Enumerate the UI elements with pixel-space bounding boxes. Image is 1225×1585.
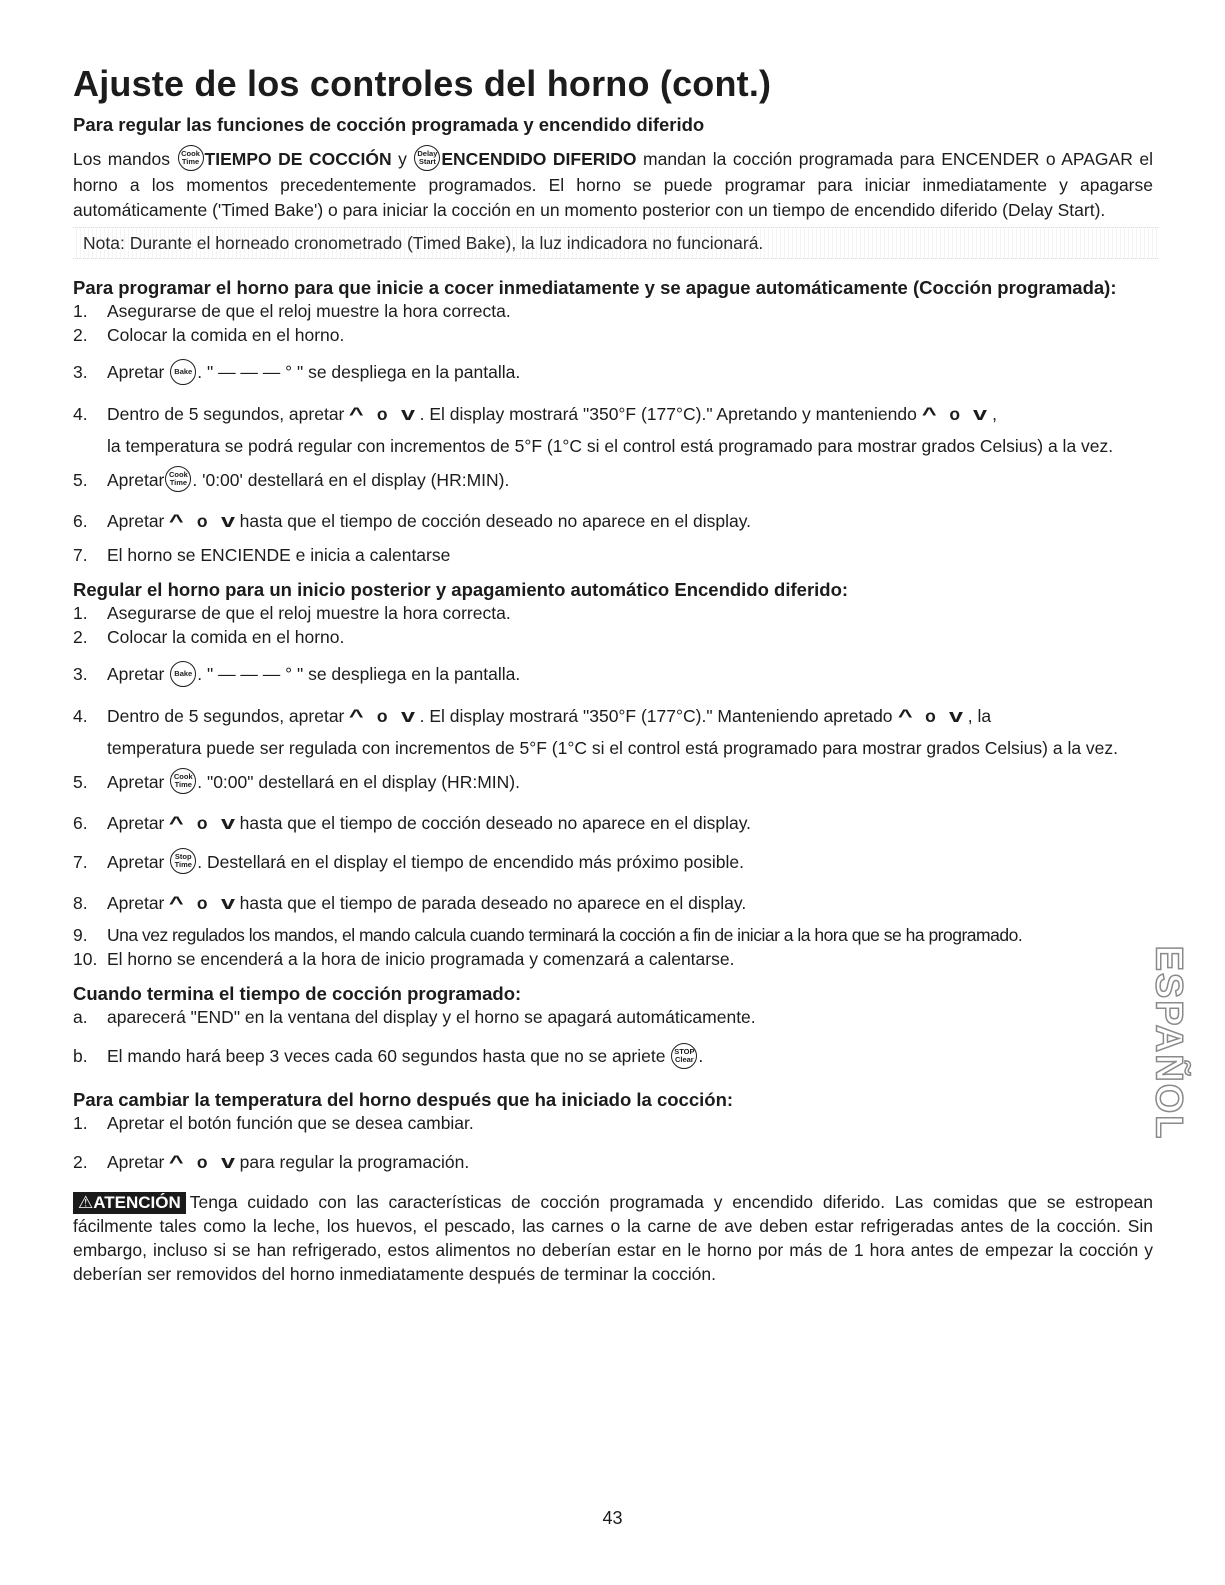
or-text: o xyxy=(196,812,208,833)
down-arrow-icon: v xyxy=(220,893,235,914)
down-arrow-icon: v xyxy=(948,705,963,726)
intro-paragraph xyxy=(73,147,1153,223)
up-arrow-icon: ^ xyxy=(349,403,365,424)
page-number: 43 xyxy=(602,1508,623,1528)
step-text: Colocar la comida en el horno. xyxy=(107,627,345,648)
bake-button-icon: Bake xyxy=(170,661,196,687)
list-item: 6. Apretar ^ o v hasta que el tiempo de cocción deseado no aparece en el display. xyxy=(73,511,752,532)
step-continuation: temperatura puede ser regulada con incrementos de 5°F (1°C si el control está programado para mostrar grados Celsius) a la vez. xyxy=(107,737,1119,758)
list-item: a. aparecerá "END" en la ventana del display y el horno se apagará automáticamente. xyxy=(73,1007,756,1028)
section-heading: Para cambiar la temperatura del horno después que ha iniciado la cocción: xyxy=(73,1088,734,1110)
delay-start-button-icon: Delay Start xyxy=(414,145,440,171)
step-text: . El display mostrará "350°F (177°C)." Apretando y manteniendo xyxy=(419,403,917,424)
list-item: 7. El horno se ENCIENDE e inicia a calentarse xyxy=(73,545,451,566)
list-item: 3. Apretar Bake . " — — — ° " se despliega en la pantalla. xyxy=(73,662,1153,688)
list-item: 6. Apretar ^ o v hasta que el tiempo de cocción deseado no aparece en el display. xyxy=(73,812,752,833)
list-item: 2. Colocar la comida en el horno. xyxy=(73,325,345,346)
up-arrow-icon: ^ xyxy=(169,511,185,532)
down-arrow-icon: v xyxy=(973,403,988,424)
step-text: Apretar xyxy=(107,469,165,490)
language-label: ESPAÑOL xyxy=(1147,945,1190,1141)
section-heading: Para programar el horno para que inicie a cocer inmediatamente y se apague automáticamente (Cocción programada): xyxy=(73,277,1117,299)
step-text: para regular la programación. xyxy=(239,1151,470,1172)
caution-paragraph xyxy=(73,1190,1153,1286)
step-text: hasta que el tiempo de cocción deseado no aparece en el display. xyxy=(239,812,752,833)
step-text: Apretar xyxy=(107,511,165,532)
down-arrow-icon: v xyxy=(400,403,415,424)
list-item: 1. Apretar el botón función que se desea cambiar. xyxy=(73,1112,474,1133)
step-continuation: la temperatura se podrá regular con incrementos de 5°F (1°C si el control está programado para mostrar grados Celsius) a la vez. xyxy=(107,435,1114,456)
up-arrow-icon: ^ xyxy=(921,403,937,424)
down-arrow-icon: v xyxy=(400,705,415,726)
down-arrow-icon: v xyxy=(220,812,235,833)
step-text: . '0:00' destellará en el display (HR:MIN). xyxy=(192,469,510,490)
step-text: . xyxy=(698,1046,704,1067)
step-text: El horno se ENCIENDE e inicia a calentarse xyxy=(107,545,451,566)
caution-badge: ⚠ATENCIÓN xyxy=(73,1192,186,1214)
list-item: 4. Dentro de 5 segundos, apretar ^ o v . El display mostrará "350°F (177°C)." Apretando y manteniendo ^ o v , la temperatura se podrá regular con incrementos de 5°F (1°C si el control está programado para mostrar grados Celsius) a la vez. xyxy=(73,402,1153,458)
cook-time-button-icon: Cook Time xyxy=(178,145,204,171)
step-text: hasta que el tiempo de cocción deseado no aparece en el display. xyxy=(239,511,752,532)
intro-text: mandan la cocción programada para ENCENDER o APAGAR el horno a los momentos precedentemente programados. El horno se puede programar para iniciar inmediatamente y apagarse automáticamente ('Timed Bake') o para iniciar la cocción en un momento posterior con un tiempo de encendido diferido (Delay Start). xyxy=(73,149,1153,221)
section-subtitle: Para regular las funciones de cocción programada y encendido diferido xyxy=(73,114,705,135)
list-item: 4. Dentro de 5 segundos, apretar ^ o v . El display mostrará "350°F (177°C)." Manteniendo apretado ^ o v , la temperatura puede ser regulada con incrementos de 5°F (1°C si el control está programado para mostrar grados Celsius) a la vez. xyxy=(73,704,1153,760)
step-text: Colocar la comida en el horno. xyxy=(107,325,345,346)
step-text: . " — — — ° " se despliega en la pantalla. xyxy=(197,664,521,685)
step-text: Apretar xyxy=(107,771,165,792)
step-text: . " — — — ° " se despliega en la pantalla. xyxy=(197,362,521,383)
list-item: 1. Asegurarse de que el reloj muestre la hora correcta. xyxy=(73,301,511,322)
step-text: Dentro de 5 segundos, apretar xyxy=(107,705,345,726)
step-text: Asegurarse de que el reloj muestre la hora correcta. xyxy=(107,603,511,624)
or-text: o xyxy=(949,403,961,424)
manual-page xyxy=(73,62,1153,1286)
list-item: 5. Apretar Cook Time . '0:00' destellará en el display (HR:MIN). xyxy=(73,468,1153,494)
step-text: El horno se encenderá a la hora de inicio programada y comenzará a calentarse. xyxy=(107,949,735,970)
list-item: 2. Apretar ^ o v para regular la programación. xyxy=(73,1151,470,1172)
step-text: hasta que el tiempo de parada deseado no aparece en el display. xyxy=(239,893,747,914)
caution-text: Tenga cuidado con las características de cocción programada y encendido diferido. Las comidas que se estropean fácilmente tales como la leche, los huevos, el pescado, las carnes o la carne de ave deben estar refrigeradas antes de la cocción. Sin embargo, incluso si se han refrigerado, estos alimentos no deberían estar en le horno por más de 1 hora antes de empezar la cocción y deberían ser removidos del horno inmediatamente después de terminar la cocción. xyxy=(73,1191,1153,1284)
list-item: 9. Una vez regulados los mandos, el mando calcula cuando terminará la cocción a fin de iniciar a la hora que se ha programado. xyxy=(73,925,1023,946)
or-text: o xyxy=(925,705,936,726)
cook-time-button-icon: Cook Time xyxy=(165,466,191,492)
list-item: 10. El horno se encenderá a la hora de inicio programada y comenzará a calentarse. xyxy=(73,949,735,970)
step-text: . "0:00" destellará en el display (HR:MIN). xyxy=(197,771,520,792)
end-of-cooking-section xyxy=(73,983,1153,1070)
step-text: Apretar xyxy=(107,362,165,383)
or-text: o xyxy=(196,1151,208,1172)
bake-button-icon: Bake xyxy=(170,359,196,385)
change-temperature-section xyxy=(73,1089,1153,1174)
up-arrow-icon: ^ xyxy=(169,812,185,833)
step-text: , xyxy=(992,403,997,424)
up-arrow-icon: ^ xyxy=(349,705,365,726)
down-arrow-icon: v xyxy=(220,1151,235,1172)
cook-time-button-icon: Cook Time xyxy=(170,768,196,794)
list-item: 1. Asegurarse de que el reloj muestre la hora correcta. xyxy=(73,603,511,624)
step-text: Dentro de 5 segundos, apretar xyxy=(107,403,345,424)
step-text: aparecerá "END" en la ventana del display y el horno se apagará automáticamente. xyxy=(107,1007,756,1028)
list-item: 5. Apretar Cook Time . "0:00" destellará en el display (HR:MIN). xyxy=(73,770,1153,796)
up-arrow-icon: ^ xyxy=(169,893,185,914)
page-title: Ajuste de los controles del horno (cont.) xyxy=(73,63,772,104)
stop-time-button-icon: Stop Time xyxy=(170,848,196,874)
step-text: Apretar xyxy=(107,812,165,833)
or-text: o xyxy=(196,893,208,914)
down-arrow-icon: v xyxy=(220,511,235,532)
step-text: El mando hará beep 3 veces cada 60 segundos hasta que no se apriete xyxy=(107,1046,666,1067)
cook-time-label: TIEMPO DE COCCIÓN xyxy=(204,149,392,169)
step-text: Apretar xyxy=(107,893,165,914)
stop-clear-button-icon: STOP Clear xyxy=(671,1043,697,1069)
step-text: Una vez regulados los mandos, el mando calcula cuando terminará la cocción a fin de iniciar a la hora que se ha programado. xyxy=(107,925,1023,946)
step-text: , la xyxy=(967,705,992,726)
step-text: Apretar xyxy=(107,664,165,685)
list-item: 7. Apretar Stop Time . Destellará en el display el tiempo de encendido más próximo posible. xyxy=(73,850,1153,876)
section-heading: Cuando termina el tiempo de cocción programado: xyxy=(73,983,522,1005)
step-text: . Destellará en el display el tiempo de encendido más próximo posible. xyxy=(197,851,744,872)
step-text: Apretar el botón función que se desea cambiar. xyxy=(107,1112,474,1133)
delay-start-label: ENCENDIDO DIFERIDO xyxy=(441,149,637,169)
list-item: 8. Apretar ^ o v hasta que el tiempo de parada deseado no aparece en el display. xyxy=(73,893,747,914)
language-side-tab xyxy=(1147,945,1190,1141)
or-text: o xyxy=(376,403,388,424)
or-text: o xyxy=(196,511,208,532)
section-heading: Regular el horno para un inicio posterior y apagamiento automático Encendido diferido: xyxy=(73,579,849,601)
step-text: Apretar xyxy=(107,851,165,872)
up-arrow-icon: ^ xyxy=(169,1151,185,1172)
step-text: Apretar xyxy=(107,1151,165,1172)
delay-start-section xyxy=(73,579,1153,971)
timed-bake-section xyxy=(73,277,1153,567)
list-item: 3. Apretar Bake . " — — — ° " se despliega en la pantalla. xyxy=(73,360,1153,386)
step-text: . El display mostrará "350°F (177°C)." Manteniendo apretado xyxy=(419,705,893,726)
intro-text: Los mandos xyxy=(73,149,170,169)
list-item: b. El mando hará beep 3 veces cada 60 segundos hasta que no se apriete STOP Clear . xyxy=(73,1044,1153,1070)
list-item: 2. Colocar la comida en el horno. xyxy=(73,627,345,648)
up-arrow-icon: ^ xyxy=(897,705,913,726)
intro-text: y xyxy=(398,149,407,169)
step-text: Asegurarse de que el reloj muestre la hora correcta. xyxy=(107,301,511,322)
or-text: o xyxy=(376,705,388,726)
note-box: Nota: Durante el horneado cronometrado (Timed Bake), la luz indicadora no funcionará. xyxy=(73,227,1158,259)
